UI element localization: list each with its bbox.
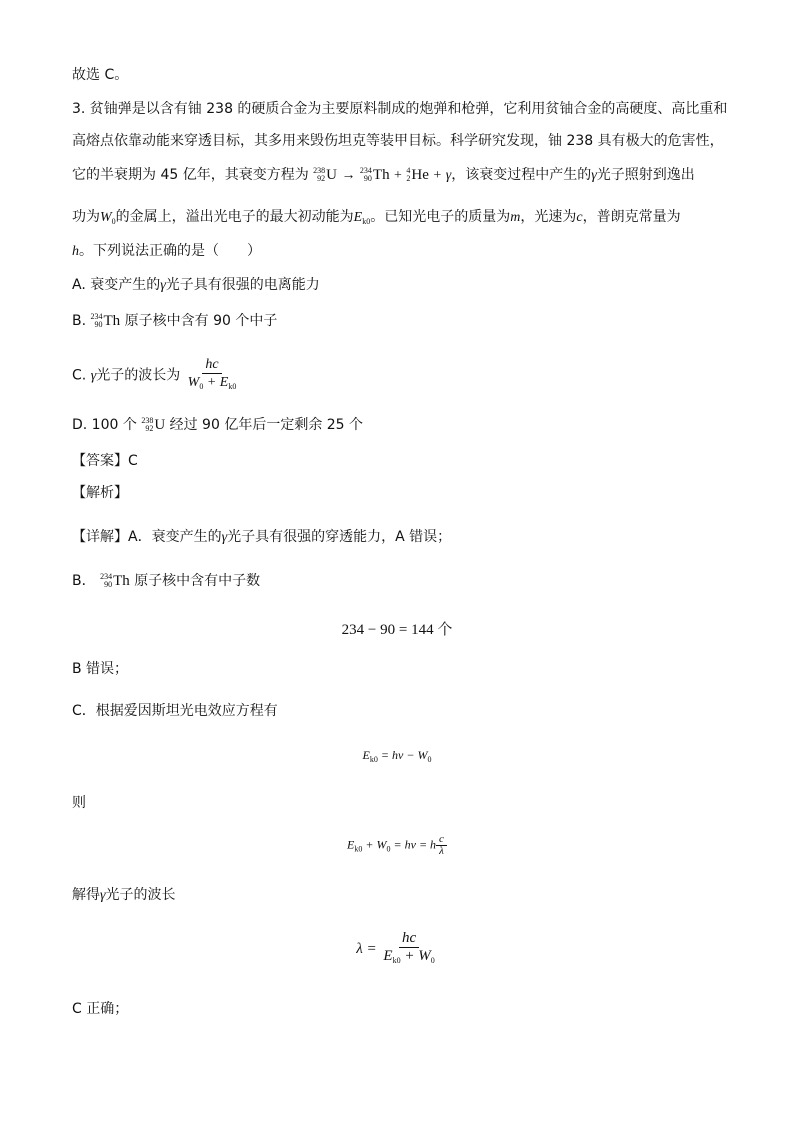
- gamma-symbol: γ: [90, 368, 97, 384]
- detail-c-head: C．根据爱因斯坦光电效应方程有: [72, 703, 278, 719]
- question-line-5-text: 。下列说法正确的是（ ）: [79, 243, 261, 259]
- gamma-symbol: γ: [445, 168, 452, 183]
- wavelength-fraction: $\frac{hc}{W_0 + E_{k0}}$: [187, 357, 237, 391]
- neutron-count-equation: 234 − 90 = 144 个: [341, 622, 453, 638]
- plus-symbol: +: [433, 168, 442, 183]
- nuclide-th234: 234 90 Th: [90, 312, 121, 329]
- gamma-symbol: γ: [221, 530, 228, 545]
- light-speed-symbol: c: [576, 210, 583, 225]
- question-line-3-text-a: 它的半衰期为 45 亿年，其衰变方程为: [72, 167, 309, 183]
- question-line-4-text-a: 功为: [72, 209, 100, 225]
- detail-b-wrong: B 错误；: [72, 661, 129, 677]
- answer-label: 【答案】C: [72, 453, 138, 469]
- mass-symbol: m: [510, 210, 521, 225]
- planck-symbol: h: [72, 244, 79, 259]
- question-line-3: [72, 166, 695, 185]
- detail-a: 【详解】A．衰变产生的γ光子具有很强的穿透能力，A 错误；: [72, 529, 452, 545]
- question-line-2: 高熔点依靠动能来穿透目标，其多用来毁伤坦克等装甲目标。科学研究发现，铀 238 具有极大的危害性，: [72, 133, 724, 149]
- nuclide-u238: 238 92 U: [313, 166, 338, 183]
- nuclide-he4: 4 2 He: [406, 166, 429, 183]
- question-line-5: [72, 242, 261, 261]
- question-line-4-text-c: 。已知光电子的质量为: [370, 209, 511, 225]
- detail-b: B． 234 90 Th 原子核中含有中子数: [72, 572, 261, 589]
- option-c: C. γ光子的波长为 $\frac{hc}{W_0 + E_{k0}}$: [72, 356, 239, 395]
- arrow-symbol: →: [341, 168, 356, 183]
- plus-symbol: +: [394, 168, 402, 183]
- detail-solve: 解得γ光子的波长: [72, 887, 176, 903]
- option-d: D. 100 个 238 92 U 经过 90 亿年后一定剩余 25 个: [72, 416, 364, 433]
- wavelength-result-equation: λ = $\frac{hc}{E_{k0} + W_0}$: [356, 930, 435, 965]
- question-line-4-text-b: 的金属上，溢出光电子的最大初动能为: [115, 209, 354, 225]
- detail-c-right: C 正确；: [72, 1001, 129, 1017]
- nuclide-th234: 234 90 Th: [100, 572, 130, 589]
- option-a: A. 衰变产生的γ光子具有很强的电离能力: [72, 277, 320, 293]
- work-function-symbol: $W_0$: [100, 210, 116, 226]
- photoelectric-equation: $E_{k0} = h\nu - W_0$: [362, 748, 432, 764]
- gamma-symbol: γ: [100, 888, 106, 903]
- gamma-symbol: γ: [160, 278, 166, 293]
- option-b: B. 234 90 Th 原子核中含有 90 个中子: [72, 312, 278, 329]
- then-label: 则: [72, 795, 86, 811]
- question-line-4: [72, 208, 681, 231]
- question-line-1: 3. 贫铀弹是以含有铀 238 的硬质合金为主要原料制成的炮弹和枪弹，它利用贫铀合金的高硬度、高比重和: [72, 101, 728, 117]
- gamma-symbol: γ: [591, 168, 597, 183]
- kinetic-energy-symbol: $E_{k0}$: [353, 210, 371, 226]
- analysis-label: 【解析】: [72, 485, 128, 501]
- question-line-3-text-b: ，该衰变过程中产生的: [451, 167, 592, 183]
- nuclide-th234: 234 90 Th: [359, 166, 390, 183]
- previous-conclusion: 故选 C。: [72, 67, 129, 83]
- question-line-3-text-c: 光子照射到逸出: [596, 167, 695, 183]
- energy-relation-equation: $E_{k0} + W_0 = h\nu = h$ $\frac{c}{\lambda}$: [0, 834, 794, 857]
- question-line-4-text-e: ，普朗克常量为: [582, 209, 681, 225]
- nuclide-u238: 238 92 U: [141, 416, 166, 433]
- question-line-4-text-d: ，光速为: [520, 209, 577, 225]
